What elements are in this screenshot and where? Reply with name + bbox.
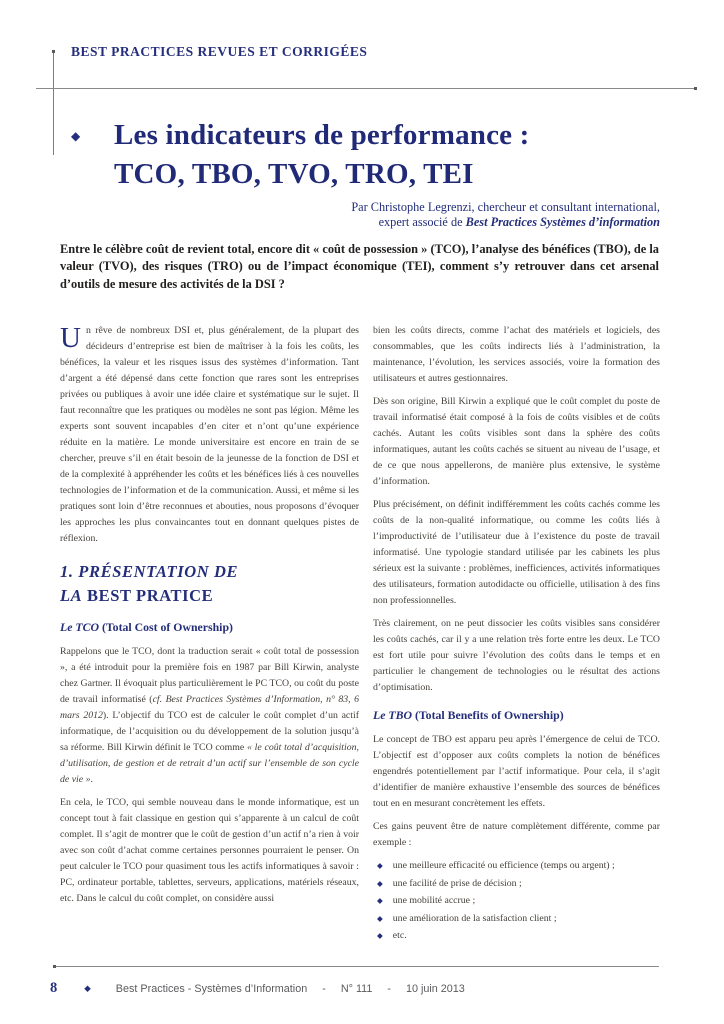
footer-text: [116, 983, 465, 995]
subheading-tbo-lead: Le TBO: [373, 708, 412, 722]
byline: [60, 200, 660, 230]
paragraph-intro: [60, 323, 359, 547]
article-columns: [60, 323, 660, 964]
title-line-2: TCO, TBO, TVO, TRO, TEI: [114, 158, 474, 190]
paragraph-tco-definition: Rappelons que le TCO, dont la traduction serait « coût total de possession », a été introduit pour la première fois en 1987 par Bill Kirwin, analyste chez Gartner. Il évoquait plus particulièrement le PC TCO, ou coût du poste de travail informatisé (cf. Best Practices Systèmes d’Information, n° 83, 6 mars 2012). L’objectif du TCO est de calculer le coût complet d’un actif informatique, de l’acquisition ou du développement de la solution jusqu’à sa réforme. Bill Kirwin définit le TCO comme « le coût total d’acquisition, d’utilisation, de gestion et de retrait d’un actif sur l’ensemble de son cycle de vie ».: [60, 646, 360, 785]
paragraph-hidden-costs-typology: Plus précisément, on définit indifféremment les coûts cachés comme les coûts de la non-qualité informatique, ou comme les coûts liés à l’improductivité de l’utilisateur due à l’existence du poste de travail informatisé. Une typologie standard utilisée par les cabinets les plus sérieux est la suivante : problèmes, inefficiences, activités informatiques des utilisateurs, formation autodidacte ou officielle, utilisation à des fins non professionnelles.: [373, 499, 660, 606]
list-item: ◆ une meilleure efficacité ou efficience (temps ou argent) ;: [377, 858, 660, 874]
gains-list: [373, 858, 660, 944]
paragraph-intro-text: n rêve de nombreux DSI et, plus généralement, de la plupart des décideurs d’entreprise est bien de maîtriser à la fois les coûts, les bénéfices, la valeur et les risques issus des systèmes d’information. Tant d’argent a été dépensé dans cette fonction que rares sont les entreprises privées ou publiques à avoir une idée claire et systématique sur le sujet. Il faut reconnaître que les pratiques ou modèles ne sont pas légion. Même les experts sont souvent incapables d’en citer et n’ont qu’une expérience réduite en la matière. Le monde universitaire est encore en train de se chercher, preuve s’il en était besoin de la jeunesse de la fonction de DSI et de la complexité à appréhender les coûts et les bénéfices liés à ces nouvelles technologies de l’information et de la communication. Aussi, et même si les pratiques sont loin d’être reconnues et abouties, nous proposons d’évoquer les approches les plus convaincantes tout en donnant quelques pistes de réflexion.: [60, 325, 359, 544]
subheading-tco: [60, 620, 359, 634]
paragraph-tco-usefulness: Très clairement, on ne peut dissocier les coûts visibles sans considérer les coûts cachés, car il y a une relation très forte entre les deux. Le TCO est fort utile pour suivre l’évolution des coûts dans le temps et en particulier le changement de technologies ou le résultat des actions d’optimisation.: [373, 618, 660, 693]
subheading-tbo: [373, 708, 660, 722]
byline-line-1: Par Christophe Legrenzi, chercheur et consultant international,: [351, 200, 660, 214]
section-heading-presentation: [60, 560, 359, 608]
page-number: 8: [50, 980, 58, 996]
vertical-rule: [53, 51, 54, 155]
subheading-tco-paren: (Total Cost of Ownership): [101, 620, 233, 634]
list-item: ◆ une facilité de prise de décision ;: [377, 876, 660, 892]
paragraph-tco-concept: En cela, le TCO, qui semble nouveau dans le monde informatique, est un concept tout à fait classique en gestion qui s’apparente à un calcul de coût complet. Il s’agit de montrer que le coût de gestion d’un actif n’a rien à voir avec son coût d’achat comme certaines personnes pourraient le penser. On peut calculer le TCO pour quasiment tous les actifs informatiques à savoir : PC, ordinateur portable, tablettes, serveurs, applications, matériels réseaux, etc. Dans le calcul du coût complet, on considère aussi: [60, 797, 359, 904]
column-left: [60, 323, 359, 964]
diamond-bullet-icon: ◆: [377, 896, 383, 905]
byline-line-2: [60, 215, 660, 230]
section-kicker: BEST PRACTICES REVUES ET CORRIGÉES: [71, 44, 368, 59]
dropcap-letter: U: [60, 323, 81, 354]
footer-brand: Best Practices - Systèmes d’Information: [115, 982, 308, 995]
column-right: [373, 323, 660, 964]
list-item: ◆ une amélioration de la satisfaction client ;: [377, 911, 660, 927]
paragraph-tbo-concept: Le concept de TBO est apparu peu après l’émergence de celui de TCO. L’objectif est d’opposer aux coûts complets la notion de bénéfices engendrés potentiellement par l’actif informatique. Pour cela, il s’agit d’identifier de manière exhaustive l’ensemble des sources de bénéfices tout en en mesurant concrètement les effets.: [373, 734, 660, 809]
list-item: ◆ etc.: [377, 928, 660, 944]
section-heading-line-2b: BEST PRATICE: [87, 586, 214, 605]
subheading-tbo-paren: (Total Benefits of Ownership): [414, 708, 564, 722]
footer-separator: -: [322, 982, 326, 995]
header-rule: [36, 88, 697, 89]
footer-rule: [53, 966, 659, 967]
list-item: ◆ une mobilité accrue ;: [377, 893, 660, 909]
diamond-icon: ◆: [84, 983, 91, 993]
paragraph-visible-hidden-costs: Dès son origine, Bill Kirwin a expliqué que le coût complet du poste de travail informatisé était composé à la fois de coûts visibles et de coûts cachés. Autant les coûts visibles sont dans la sphère des coûts informatiques, autant les coûts cachés se situent au niveau de l’usage, et de ce que nous appellerons, de manière plus extensive, le système d’information.: [373, 396, 660, 487]
article-title-block: [71, 116, 631, 194]
byline-prefix: expert associé de: [378, 215, 466, 229]
page-title: [114, 116, 631, 194]
paragraph-gains-intro: Ces gains peuvent être de nature complètement différente, comme par exemple :: [373, 821, 660, 848]
paragraph-direct-costs: bien les coûts directs, comme l’achat des matériels et logiciels, des consommables, que les coûts indirects liés à l’administration, la maintenance, l’évolution, les services associés, voire la formation des utilisateurs et autres gestionnaires.: [373, 325, 660, 384]
diamond-icon: ◆: [71, 129, 81, 143]
footer-issue: N° 111: [340, 982, 373, 995]
section-heading-line-2a: LA: [60, 586, 83, 605]
diamond-bullet-icon: ◆: [377, 861, 383, 870]
footer-date: 10 juin 2013: [405, 982, 465, 995]
diamond-bullet-icon: ◆: [377, 878, 383, 888]
section-heading-line-1: 1. PRÉSENTATION DE: [60, 562, 239, 581]
page-footer: [50, 980, 670, 997]
footer-separator: -: [387, 982, 391, 995]
byline-publication: Best Practices Systèmes d’information: [465, 215, 660, 229]
diamond-bullet-icon: ◆: [377, 913, 383, 923]
standfirst: Entre le célèbre coût de revient total, encore dit « coût de possession » (TCO), l’analyse des bénéfices (TBO), de la valeur (TVO), des risques (TRO) ou de l’impact économique (TEI), comment s’y retrouver dans cet arsenal d’outils de mesure des activités de la DSI ?: [60, 242, 659, 291]
diamond-bullet-icon: ◆: [377, 931, 383, 940]
title-line-1: Les indicateurs de performance :: [114, 119, 530, 151]
subheading-tco-lead: Le TCO: [60, 620, 99, 634]
